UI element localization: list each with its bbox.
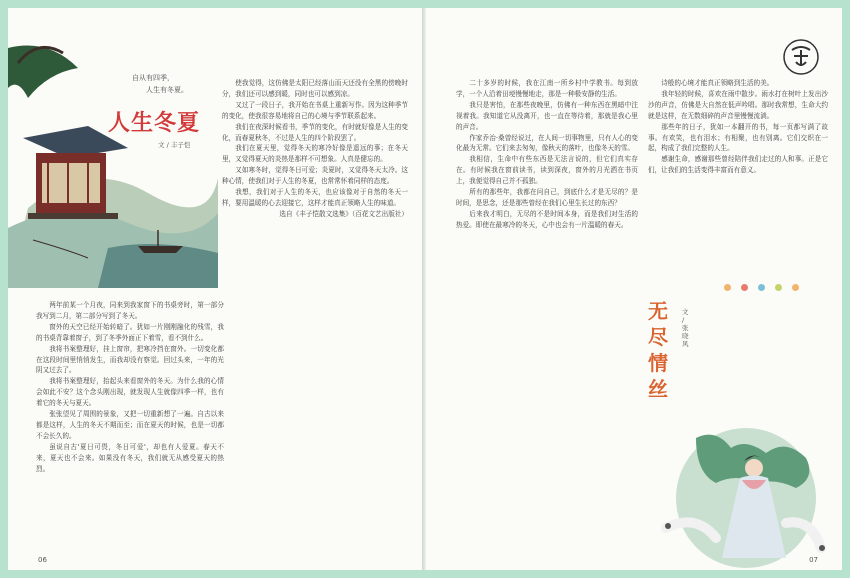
right-column-2	[648, 78, 828, 274]
right-column-1	[456, 78, 638, 558]
page-number-left	[38, 556, 47, 564]
paragraph: 张张望见了周围的景象，又把一切重新想了一遍。自古以来都是这样，人生的冬天不期而至；而在夏天的时候，也是一切都不会长久的。	[36, 410, 224, 440]
intro-quote: 自从有四季， 人生有冬夏。	[132, 74, 188, 94]
page-number-right	[809, 556, 818, 564]
paragraph: 感谢生命，感谢那些曾经陪伴我们走过的人和事。正是它们，让我们的生活变得丰富而有意义。	[648, 155, 828, 175]
paragraph: 我年轻的时候，喜欢在雨中散步。雨水打在树叶上发出沙沙的声音，仿佛是大自然在低声吟唱。那时我常想，生命大约就是这样，在无数细碎的声音里慢慢流淌。	[648, 89, 828, 120]
decorative-dots	[724, 276, 809, 295]
paragraph: 作家乔治·桑曾经说过，在人间一切事物里，只有人心的变化最为无常。它们来去匆匆，像秋天的落叶，也像冬天的雪。	[456, 133, 638, 153]
left-column-1	[36, 300, 224, 550]
dot	[775, 284, 782, 291]
paragraph: 窗外的天空已经开始转暗了。犹如一片刚刚融化的残雪，我的书桌背靠着窗子，到了冬季外面正下着雪，看不到什么。	[36, 322, 224, 342]
paragraph: 我将书案整理好，抬起头来看窗外的冬天。为什么我的心情会如此不安？这个念头刚出现，就发现人生就像四季一样，也有着它的冬天与夏天。	[36, 377, 224, 408]
paragraph: 我只是害怕，在那些夜晚里，仿佛有一种东西在黑暗中注视着我。我知道它从没离开，也一直在等待着，那就是我心里的声音。	[456, 100, 638, 131]
paragraph: 两年前某一个月夜，同来到我家窗下的书桌旁时，第一部分我写到二月，第二部分写到了冬天。	[36, 301, 224, 320]
paragraph: 虽说自古'夏日可畏，冬日可爱'，却也有人爱夏。春天不来，夏天也不会来。如果没有冬天，我们就无从感受夏天的热烈。	[36, 442, 224, 473]
left-page	[8, 8, 422, 570]
paragraph: 所有的那些年，我都在问自己，到底什么才是无尽的？是时间，是思念，还是那些曾经在我们心里生长过的东西？	[456, 188, 638, 207]
paragraph: 我相信，生命中有些东西是无法言说的，但它们真实存在。有时候我在窗前读书，读到深夜，窗外的月光洒在书页上，我便觉得自己并不孤独。	[456, 155, 638, 186]
paragraph: 后来我才明白，无尽的不是时间本身，而是我们对生活的热爱。即使在最寒冷的冬天，心中也会有一片温暖的春天。	[456, 209, 638, 229]
paragraph: 我们在夜深时候看书，季节的变化，有时就好像是人生的变化，而春夏秋冬，不过是人生的四个阶段罢了。	[222, 122, 408, 142]
woman-with-silkworms-illustration	[636, 428, 836, 568]
paragraph: 那些年的日子，犹如一本翻开的书，每一页都写满了故事。有欢笑，也有泪水；有相聚，也有别离。它们交织在一起，构成了我们完整的人生。	[648, 122, 828, 153]
dot	[724, 284, 731, 291]
source-citation: 选自《丰子恺散文选集》（百花文艺出版社）	[279, 209, 408, 218]
left-column-2	[222, 78, 408, 558]
right-page	[426, 8, 842, 570]
article-byline: 文 / 丰子恺	[158, 141, 191, 149]
page-number: 07	[809, 556, 818, 564]
article-title: 无尽情丝	[648, 299, 668, 401]
paragraph: 诗般的心境才能真正领略到生活的美。	[661, 79, 774, 87]
article-byline: 文 / 张晓风	[682, 308, 689, 348]
paragraph: 又如寒冬时，觉得冬日可爱；炎夏时，又觉得冬天太冷。这种心情，使我们对于人生的冬夏，也常常怀着同样的态度。	[222, 166, 408, 186]
dot	[758, 284, 765, 291]
dot	[792, 284, 799, 291]
paragraph: 使我觉得，这仿佛是太阳已经落山而天还没有全黑的傍晚时分，我们还可以感到暖，同时也可以感到凉。	[222, 79, 408, 98]
paragraph: 又过了一段日子，我开始在书桌上重新写作。因为这种季节的变化，使我很容易地将自己的心境与季节联系起来。	[222, 100, 408, 120]
dot	[741, 284, 748, 291]
paragraph: 我想，我们对于人生的冬天，也应该像对于自然的冬天一样，要用温暖的心去迎接它，这样才能真正领略人生的味道。	[222, 188, 408, 207]
paragraph: 二十多岁的时候，我在江南一所乡村中学教书。每到放学，一个人沿着田埂慢慢地走，那是一种极安静的生活。	[456, 79, 638, 98]
paragraph: 我们在夏天里，觉得冬天的寒冷好像是遥远的事；在冬天里，又觉得夏天的炎热是那样不可想象。人真是健忘的。	[222, 144, 408, 164]
paragraph: 我将书案整理好，挂上窗帘，把寒冷挡在窗外。一切变化都在这段时间里悄悄发生，而我却没有察觉。回过头来，一年的光阴又过去了。	[36, 344, 224, 375]
article-title: 人生冬夏	[108, 110, 201, 136]
page-number: 06	[38, 556, 47, 564]
seal-logo	[782, 38, 820, 76]
